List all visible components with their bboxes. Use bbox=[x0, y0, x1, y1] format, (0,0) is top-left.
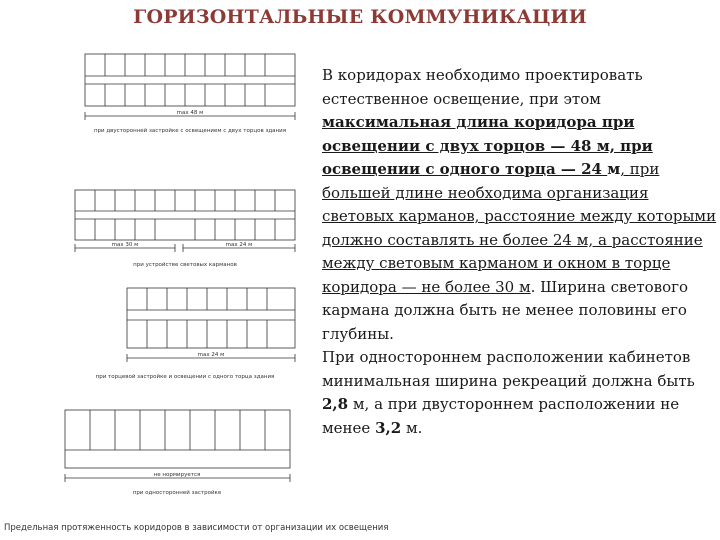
paragraph-1 bbox=[322, 64, 717, 346]
p1-pocket-width: . Ширина светового кармана должна быть не менее половины его глубины. bbox=[322, 277, 689, 343]
page-title: ГОРИЗОНТАЛЬНЫЕ КОММУНИКАЦИИ bbox=[133, 6, 587, 28]
plan3-dimension: max 24 м bbox=[197, 352, 225, 358]
corridor-plans-figure bbox=[55, 48, 305, 518]
plan2-dimension-right: max 24 м bbox=[225, 242, 253, 248]
plan4-dimension: не нормируется bbox=[153, 472, 201, 478]
plan3-caption: при торцевой застройке и освещении с одного торца здания bbox=[95, 374, 275, 380]
p2-min-width-one-sided: 2,8 bbox=[322, 395, 349, 413]
plan1-dimension: max 48 м bbox=[176, 110, 204, 116]
plan4-caption: при односторонней застройке bbox=[132, 490, 222, 496]
body-text bbox=[322, 64, 717, 440]
plan-light-pockets bbox=[75, 190, 295, 252]
paragraph-2 bbox=[322, 346, 717, 440]
p2-middle: м, а при двустороннем расположении не менее bbox=[322, 395, 680, 437]
plan1-caption: при двусторонней застройке с освещением с двух торцов здания bbox=[93, 128, 287, 134]
p1-intro: В коридорах необходимо проектировать естественное освещение, при этом bbox=[322, 66, 643, 108]
figure-caption: Предельная протяженность коридоров в зависимости от организации их освещения bbox=[4, 523, 389, 533]
p2-min-width-two-sided: 3,2 bbox=[375, 418, 402, 437]
corridor-plans-drawing bbox=[55, 48, 305, 518]
plan2-caption: при устройстве световых карманов bbox=[133, 262, 237, 268]
p2-intro: При одностороннем расположении кабинетов минимальная ширина рекреаций должна быть bbox=[322, 348, 695, 390]
plan2-dimension-left: max 30 м bbox=[111, 242, 139, 248]
plan-one-end-lighting bbox=[127, 288, 295, 362]
p2-end: м. bbox=[401, 418, 423, 437]
p1-unit: м bbox=[607, 160, 621, 178]
p1-one-end-value: 24 bbox=[581, 160, 608, 178]
p1-light-pockets: , при большей длине необходима организация световых карманов, расстояние между которыми должно составлять не более 24 м, а расстояние между световым карманом и окном в торце коридора — не более 30 м bbox=[322, 160, 717, 296]
p1-max-length: максимальная длина коридора при освещении с двух торцов — 48 м, при освещении с одного торца — bbox=[322, 113, 653, 178]
